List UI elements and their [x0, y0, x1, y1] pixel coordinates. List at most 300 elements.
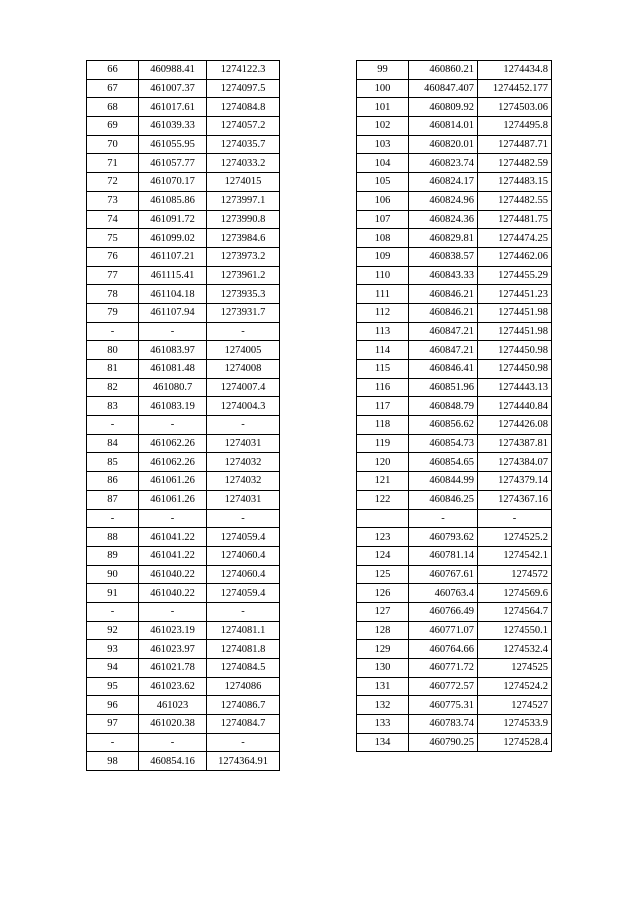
x-coordinate-cell: -	[139, 322, 207, 341]
point-number-cell: 86	[87, 472, 139, 491]
table-row	[87, 528, 280, 547]
x-coordinate-cell: 460766.49	[409, 602, 478, 621]
x-coordinate-cell: 461061.26	[139, 472, 207, 491]
table-row	[87, 640, 280, 659]
x-coordinate-cell: -	[139, 733, 207, 752]
x-coordinate-cell: 461041.22	[139, 546, 207, 565]
point-number-cell: 103	[357, 135, 409, 154]
point-number-cell: 74	[87, 210, 139, 229]
table-row	[87, 135, 280, 154]
y-coordinate-cell: 1273990.8	[207, 210, 280, 229]
table-row	[357, 98, 552, 117]
point-number-cell: 130	[357, 659, 409, 678]
point-number-cell: 72	[87, 173, 139, 192]
y-coordinate-cell: -	[207, 322, 280, 341]
point-number-cell: 93	[87, 640, 139, 659]
x-coordinate-cell: 460847.21	[409, 322, 478, 341]
y-coordinate-cell: 1274525	[478, 659, 552, 678]
y-coordinate-cell: 1274569.6	[478, 584, 552, 603]
table-row	[357, 210, 552, 229]
x-coordinate-cell: 461023	[139, 696, 207, 715]
table-row	[87, 434, 280, 453]
point-number-cell: 92	[87, 621, 139, 640]
x-coordinate-cell: 460851.96	[409, 378, 478, 397]
point-number-cell: 84	[87, 434, 139, 453]
point-number-cell: 99	[357, 61, 409, 80]
y-coordinate-cell: 1273961.2	[207, 266, 280, 285]
y-coordinate-cell: 1274450.98	[478, 360, 552, 379]
point-number-cell: 83	[87, 397, 139, 416]
table-row	[357, 378, 552, 397]
table-row	[87, 416, 280, 435]
table-row	[87, 98, 280, 117]
x-coordinate-cell: 460854.16	[139, 752, 207, 771]
point-number-cell: 87	[87, 490, 139, 509]
x-coordinate-cell: 461083.19	[139, 397, 207, 416]
y-coordinate-cell: 1274387.81	[478, 434, 552, 453]
y-coordinate-cell: 1274481.75	[478, 210, 552, 229]
table-row	[87, 303, 280, 322]
table-row	[357, 397, 552, 416]
y-coordinate-cell: 1274084.5	[207, 659, 280, 678]
x-coordinate-cell: 460829.81	[409, 229, 478, 248]
table-row	[87, 602, 280, 621]
x-coordinate-cell: 461057.77	[139, 154, 207, 173]
table-row	[357, 303, 552, 322]
y-coordinate-cell: 1274057.2	[207, 117, 280, 136]
y-coordinate-cell: 1274572	[478, 565, 552, 584]
y-coordinate-cell: 1274384.07	[478, 453, 552, 472]
y-coordinate-cell: 1274434.8	[478, 61, 552, 80]
y-coordinate-cell: 1274533.9	[478, 715, 552, 734]
y-coordinate-cell: 1274528.4	[478, 733, 552, 752]
point-number-cell: 90	[87, 565, 139, 584]
y-coordinate-cell: 1274084.7	[207, 715, 280, 734]
y-coordinate-cell: 1274059.4	[207, 584, 280, 603]
point-number-cell: 67	[87, 79, 139, 98]
y-coordinate-cell: 1274015	[207, 173, 280, 192]
x-coordinate-cell: -	[409, 509, 478, 528]
table-row	[357, 117, 552, 136]
y-coordinate-cell: 1274032	[207, 453, 280, 472]
table-row	[87, 715, 280, 734]
table-row	[87, 565, 280, 584]
table-row	[87, 584, 280, 603]
point-number-cell: 80	[87, 341, 139, 360]
point-number-cell: 81	[87, 360, 139, 379]
table-row	[87, 229, 280, 248]
y-coordinate-cell: 1273935.3	[207, 285, 280, 304]
table-row	[357, 191, 552, 210]
y-coordinate-cell: 1274482.59	[478, 154, 552, 173]
x-coordinate-cell: 460860.21	[409, 61, 478, 80]
point-number-cell: 115	[357, 360, 409, 379]
y-coordinate-cell: 1274443.13	[478, 378, 552, 397]
x-coordinate-cell: 460767.61	[409, 565, 478, 584]
point-number-cell: 131	[357, 677, 409, 696]
point-number-cell: 134	[357, 733, 409, 752]
point-number-cell: -	[87, 416, 139, 435]
x-coordinate-cell: 460771.07	[409, 621, 478, 640]
x-coordinate-cell: 460820.01	[409, 135, 478, 154]
table-row	[357, 453, 552, 472]
x-coordinate-cell: 460764.66	[409, 640, 478, 659]
y-coordinate-cell: 1274426.08	[478, 416, 552, 435]
point-number-cell: 91	[87, 584, 139, 603]
y-coordinate-cell: 1274008	[207, 360, 280, 379]
y-coordinate-cell: -	[207, 509, 280, 528]
point-number-cell: 114	[357, 341, 409, 360]
point-number-cell: 89	[87, 546, 139, 565]
point-number-cell: 132	[357, 696, 409, 715]
x-coordinate-cell: 460824.96	[409, 191, 478, 210]
y-coordinate-cell: 1274122.3	[207, 61, 280, 80]
table-row	[87, 210, 280, 229]
x-coordinate-cell: -	[139, 509, 207, 528]
table-row	[87, 117, 280, 136]
table-row	[87, 621, 280, 640]
point-number-cell: 75	[87, 229, 139, 248]
y-coordinate-cell: 1274503.06	[478, 98, 552, 117]
x-coordinate-cell: 461091.72	[139, 210, 207, 229]
point-number-cell: 109	[357, 247, 409, 266]
table-row	[87, 509, 280, 528]
x-coordinate-cell: 461061.26	[139, 490, 207, 509]
y-coordinate-cell: 1274035.7	[207, 135, 280, 154]
y-coordinate-cell: 1274564.7	[478, 602, 552, 621]
y-coordinate-cell: 1274483.15	[478, 173, 552, 192]
x-coordinate-cell: 460846.25	[409, 490, 478, 509]
x-coordinate-cell: 461083.97	[139, 341, 207, 360]
x-coordinate-cell: 461115.41	[139, 266, 207, 285]
point-number-cell: 102	[357, 117, 409, 136]
y-coordinate-cell: 1274550.1	[478, 621, 552, 640]
point-number-cell: 110	[357, 266, 409, 285]
point-number-cell: 127	[357, 602, 409, 621]
x-coordinate-cell: 460988.41	[139, 61, 207, 80]
x-coordinate-cell: 460824.36	[409, 210, 478, 229]
x-coordinate-cell: 460856.62	[409, 416, 478, 435]
y-coordinate-cell: 1274086.7	[207, 696, 280, 715]
table-row	[87, 696, 280, 715]
point-number-cell: 111	[357, 285, 409, 304]
point-number-cell: 68	[87, 98, 139, 117]
x-coordinate-cell: 461080.7	[139, 378, 207, 397]
point-number-cell: 118	[357, 416, 409, 435]
point-number-cell: 94	[87, 659, 139, 678]
x-coordinate-cell: 460771.72	[409, 659, 478, 678]
y-coordinate-cell: 1273973.2	[207, 247, 280, 266]
y-coordinate-cell: 1274462.06	[478, 247, 552, 266]
point-number-cell: 96	[87, 696, 139, 715]
x-coordinate-cell: 460824.17	[409, 173, 478, 192]
x-coordinate-cell: 460847.21	[409, 341, 478, 360]
x-coordinate-cell: 460781.14	[409, 546, 478, 565]
table-row	[357, 490, 552, 509]
table-row	[357, 715, 552, 734]
x-coordinate-cell: 460823.74	[409, 154, 478, 173]
y-coordinate-cell: -	[207, 602, 280, 621]
coordinates-table-left	[86, 60, 280, 771]
point-number-cell: 117	[357, 397, 409, 416]
point-number-cell: 106	[357, 191, 409, 210]
table-row	[87, 247, 280, 266]
x-coordinate-cell: 461041.22	[139, 528, 207, 547]
point-number-cell: 69	[87, 117, 139, 136]
y-coordinate-cell: 1274059.4	[207, 528, 280, 547]
table-row	[87, 659, 280, 678]
point-number-cell: 98	[87, 752, 139, 771]
x-coordinate-cell: 461070.17	[139, 173, 207, 192]
table-row	[87, 154, 280, 173]
table-row	[357, 266, 552, 285]
table-row	[357, 472, 552, 491]
y-coordinate-cell: 1274524.2	[478, 677, 552, 696]
y-coordinate-cell: 1274097.5	[207, 79, 280, 98]
x-coordinate-cell: 460793.62	[409, 528, 478, 547]
table-row	[357, 322, 552, 341]
y-coordinate-cell: -	[478, 509, 552, 528]
y-coordinate-cell: 1274440.84	[478, 397, 552, 416]
point-number-cell: 97	[87, 715, 139, 734]
x-coordinate-cell: 460763.4	[409, 584, 478, 603]
point-number-cell: 122	[357, 490, 409, 509]
point-number-cell	[357, 509, 409, 528]
y-coordinate-cell: 1273984.6	[207, 229, 280, 248]
table-row	[357, 528, 552, 547]
table-row	[87, 378, 280, 397]
y-coordinate-cell: 1274452.177	[478, 79, 552, 98]
coordinates-table-right-body	[357, 61, 552, 752]
table-row	[87, 490, 280, 509]
table-row	[357, 173, 552, 192]
x-coordinate-cell: 460846.21	[409, 285, 478, 304]
x-coordinate-cell: 461081.48	[139, 360, 207, 379]
table-row	[87, 285, 280, 304]
table-row	[357, 602, 552, 621]
table-row	[87, 322, 280, 341]
table-row	[357, 247, 552, 266]
x-coordinate-cell: 461107.94	[139, 303, 207, 322]
point-number-cell: 112	[357, 303, 409, 322]
point-number-cell: -	[87, 322, 139, 341]
y-coordinate-cell: 1274451.98	[478, 322, 552, 341]
x-coordinate-cell: 461040.22	[139, 565, 207, 584]
x-coordinate-cell: 460844.99	[409, 472, 478, 491]
table-row	[357, 696, 552, 715]
point-number-cell: 116	[357, 378, 409, 397]
y-coordinate-cell: -	[207, 733, 280, 752]
table-row	[87, 546, 280, 565]
point-number-cell: 125	[357, 565, 409, 584]
x-coordinate-cell: 461007.37	[139, 79, 207, 98]
table-row	[357, 135, 552, 154]
x-coordinate-cell: 460843.33	[409, 266, 478, 285]
table-row	[87, 397, 280, 416]
table-row	[357, 640, 552, 659]
x-coordinate-cell: 460846.41	[409, 360, 478, 379]
y-coordinate-cell: 1274542.1	[478, 546, 552, 565]
point-number-cell: 70	[87, 135, 139, 154]
coordinates-table-right	[356, 60, 552, 752]
point-number-cell: 66	[87, 61, 139, 80]
y-coordinate-cell: 1274004.3	[207, 397, 280, 416]
y-coordinate-cell: 1274032	[207, 472, 280, 491]
y-coordinate-cell: 1274451.98	[478, 303, 552, 322]
x-coordinate-cell: 461023.62	[139, 677, 207, 696]
point-number-cell: 82	[87, 378, 139, 397]
x-coordinate-cell: 461104.18	[139, 285, 207, 304]
x-coordinate-cell: -	[139, 602, 207, 621]
x-coordinate-cell: 461023.97	[139, 640, 207, 659]
x-coordinate-cell: 461023.19	[139, 621, 207, 640]
y-coordinate-cell: 1274525.2	[478, 528, 552, 547]
x-coordinate-cell: 461085.86	[139, 191, 207, 210]
table-row	[357, 434, 552, 453]
x-coordinate-cell: 461062.26	[139, 453, 207, 472]
y-coordinate-cell: -	[207, 416, 280, 435]
point-number-cell: 76	[87, 247, 139, 266]
y-coordinate-cell: 1274532.4	[478, 640, 552, 659]
x-coordinate-cell: 461055.95	[139, 135, 207, 154]
table-row	[357, 285, 552, 304]
table-row	[357, 546, 552, 565]
table-row	[357, 677, 552, 696]
y-coordinate-cell: 1274084.8	[207, 98, 280, 117]
y-coordinate-cell: 1273931.7	[207, 303, 280, 322]
x-coordinate-cell: 461039.33	[139, 117, 207, 136]
y-coordinate-cell: 1274379.14	[478, 472, 552, 491]
point-number-cell: 101	[357, 98, 409, 117]
y-coordinate-cell: 1274527	[478, 696, 552, 715]
point-number-cell: -	[87, 733, 139, 752]
table-row	[357, 416, 552, 435]
table-row	[87, 61, 280, 80]
point-number-cell: -	[87, 509, 139, 528]
point-number-cell: 79	[87, 303, 139, 322]
y-coordinate-cell: 1274005	[207, 341, 280, 360]
x-coordinate-cell: 460809.92	[409, 98, 478, 117]
x-coordinate-cell: -	[139, 416, 207, 435]
y-coordinate-cell: 1274450.98	[478, 341, 552, 360]
table-row	[357, 733, 552, 752]
x-coordinate-cell: 460838.57	[409, 247, 478, 266]
table-row	[357, 229, 552, 248]
point-number-cell: 129	[357, 640, 409, 659]
y-coordinate-cell: 1274033.2	[207, 154, 280, 173]
table-row	[87, 360, 280, 379]
point-number-cell: 121	[357, 472, 409, 491]
point-number-cell: 104	[357, 154, 409, 173]
x-coordinate-cell: 460848.79	[409, 397, 478, 416]
x-coordinate-cell: 461021.78	[139, 659, 207, 678]
x-coordinate-cell: 461040.22	[139, 584, 207, 603]
table-row	[357, 79, 552, 98]
y-coordinate-cell: 1274451.23	[478, 285, 552, 304]
y-coordinate-cell: 1274007.4	[207, 378, 280, 397]
y-coordinate-cell: 1274364.91	[207, 752, 280, 771]
y-coordinate-cell: 1274031	[207, 434, 280, 453]
table-row	[357, 509, 552, 528]
table-row	[357, 341, 552, 360]
point-number-cell: 95	[87, 677, 139, 696]
table-row	[87, 173, 280, 192]
point-number-cell: 71	[87, 154, 139, 173]
x-coordinate-cell: 460846.21	[409, 303, 478, 322]
x-coordinate-cell: 461099.02	[139, 229, 207, 248]
table-row	[87, 453, 280, 472]
table-row	[87, 752, 280, 771]
y-coordinate-cell: 1274367.16	[478, 490, 552, 509]
table-row	[357, 154, 552, 173]
table-row	[87, 677, 280, 696]
point-number-cell: 85	[87, 453, 139, 472]
point-number-cell: 113	[357, 322, 409, 341]
y-coordinate-cell: 1274081.8	[207, 640, 280, 659]
point-number-cell: 78	[87, 285, 139, 304]
point-number-cell: 73	[87, 191, 139, 210]
table-row	[357, 360, 552, 379]
point-number-cell: 128	[357, 621, 409, 640]
table-row	[357, 584, 552, 603]
x-coordinate-cell: 461107.21	[139, 247, 207, 266]
x-coordinate-cell: 461020.38	[139, 715, 207, 734]
y-coordinate-cell: 1274081.1	[207, 621, 280, 640]
point-number-cell: 119	[357, 434, 409, 453]
table-row	[87, 733, 280, 752]
point-number-cell: 133	[357, 715, 409, 734]
y-coordinate-cell: 1274474.25	[478, 229, 552, 248]
y-coordinate-cell: 1274455.29	[478, 266, 552, 285]
y-coordinate-cell: 1274482.55	[478, 191, 552, 210]
x-coordinate-cell: 461017.61	[139, 98, 207, 117]
table-row	[87, 266, 280, 285]
table-row	[357, 565, 552, 584]
y-coordinate-cell: 1274031	[207, 490, 280, 509]
table-row	[357, 659, 552, 678]
point-number-cell: 123	[357, 528, 409, 547]
y-coordinate-cell: 1273997.1	[207, 191, 280, 210]
y-coordinate-cell: 1274086	[207, 677, 280, 696]
point-number-cell: 108	[357, 229, 409, 248]
y-coordinate-cell: 1274060.4	[207, 565, 280, 584]
x-coordinate-cell: 460775.31	[409, 696, 478, 715]
point-number-cell: 124	[357, 546, 409, 565]
point-number-cell: 88	[87, 528, 139, 547]
x-coordinate-cell: 460814.01	[409, 117, 478, 136]
y-coordinate-cell: 1274495.8	[478, 117, 552, 136]
coordinates-table-left-body	[87, 61, 280, 771]
point-number-cell: 77	[87, 266, 139, 285]
x-coordinate-cell: 460854.73	[409, 434, 478, 453]
x-coordinate-cell: 461062.26	[139, 434, 207, 453]
table-row	[87, 341, 280, 360]
x-coordinate-cell: 460783.74	[409, 715, 478, 734]
table-row	[357, 621, 552, 640]
point-number-cell: 107	[357, 210, 409, 229]
x-coordinate-cell: 460790.25	[409, 733, 478, 752]
table-row	[87, 472, 280, 491]
table-row	[357, 61, 552, 80]
point-number-cell: 105	[357, 173, 409, 192]
table-row	[87, 191, 280, 210]
point-number-cell: -	[87, 602, 139, 621]
point-number-cell: 126	[357, 584, 409, 603]
x-coordinate-cell: 460772.57	[409, 677, 478, 696]
x-coordinate-cell: 460847.407	[409, 79, 478, 98]
point-number-cell: 100	[357, 79, 409, 98]
point-number-cell: 120	[357, 453, 409, 472]
